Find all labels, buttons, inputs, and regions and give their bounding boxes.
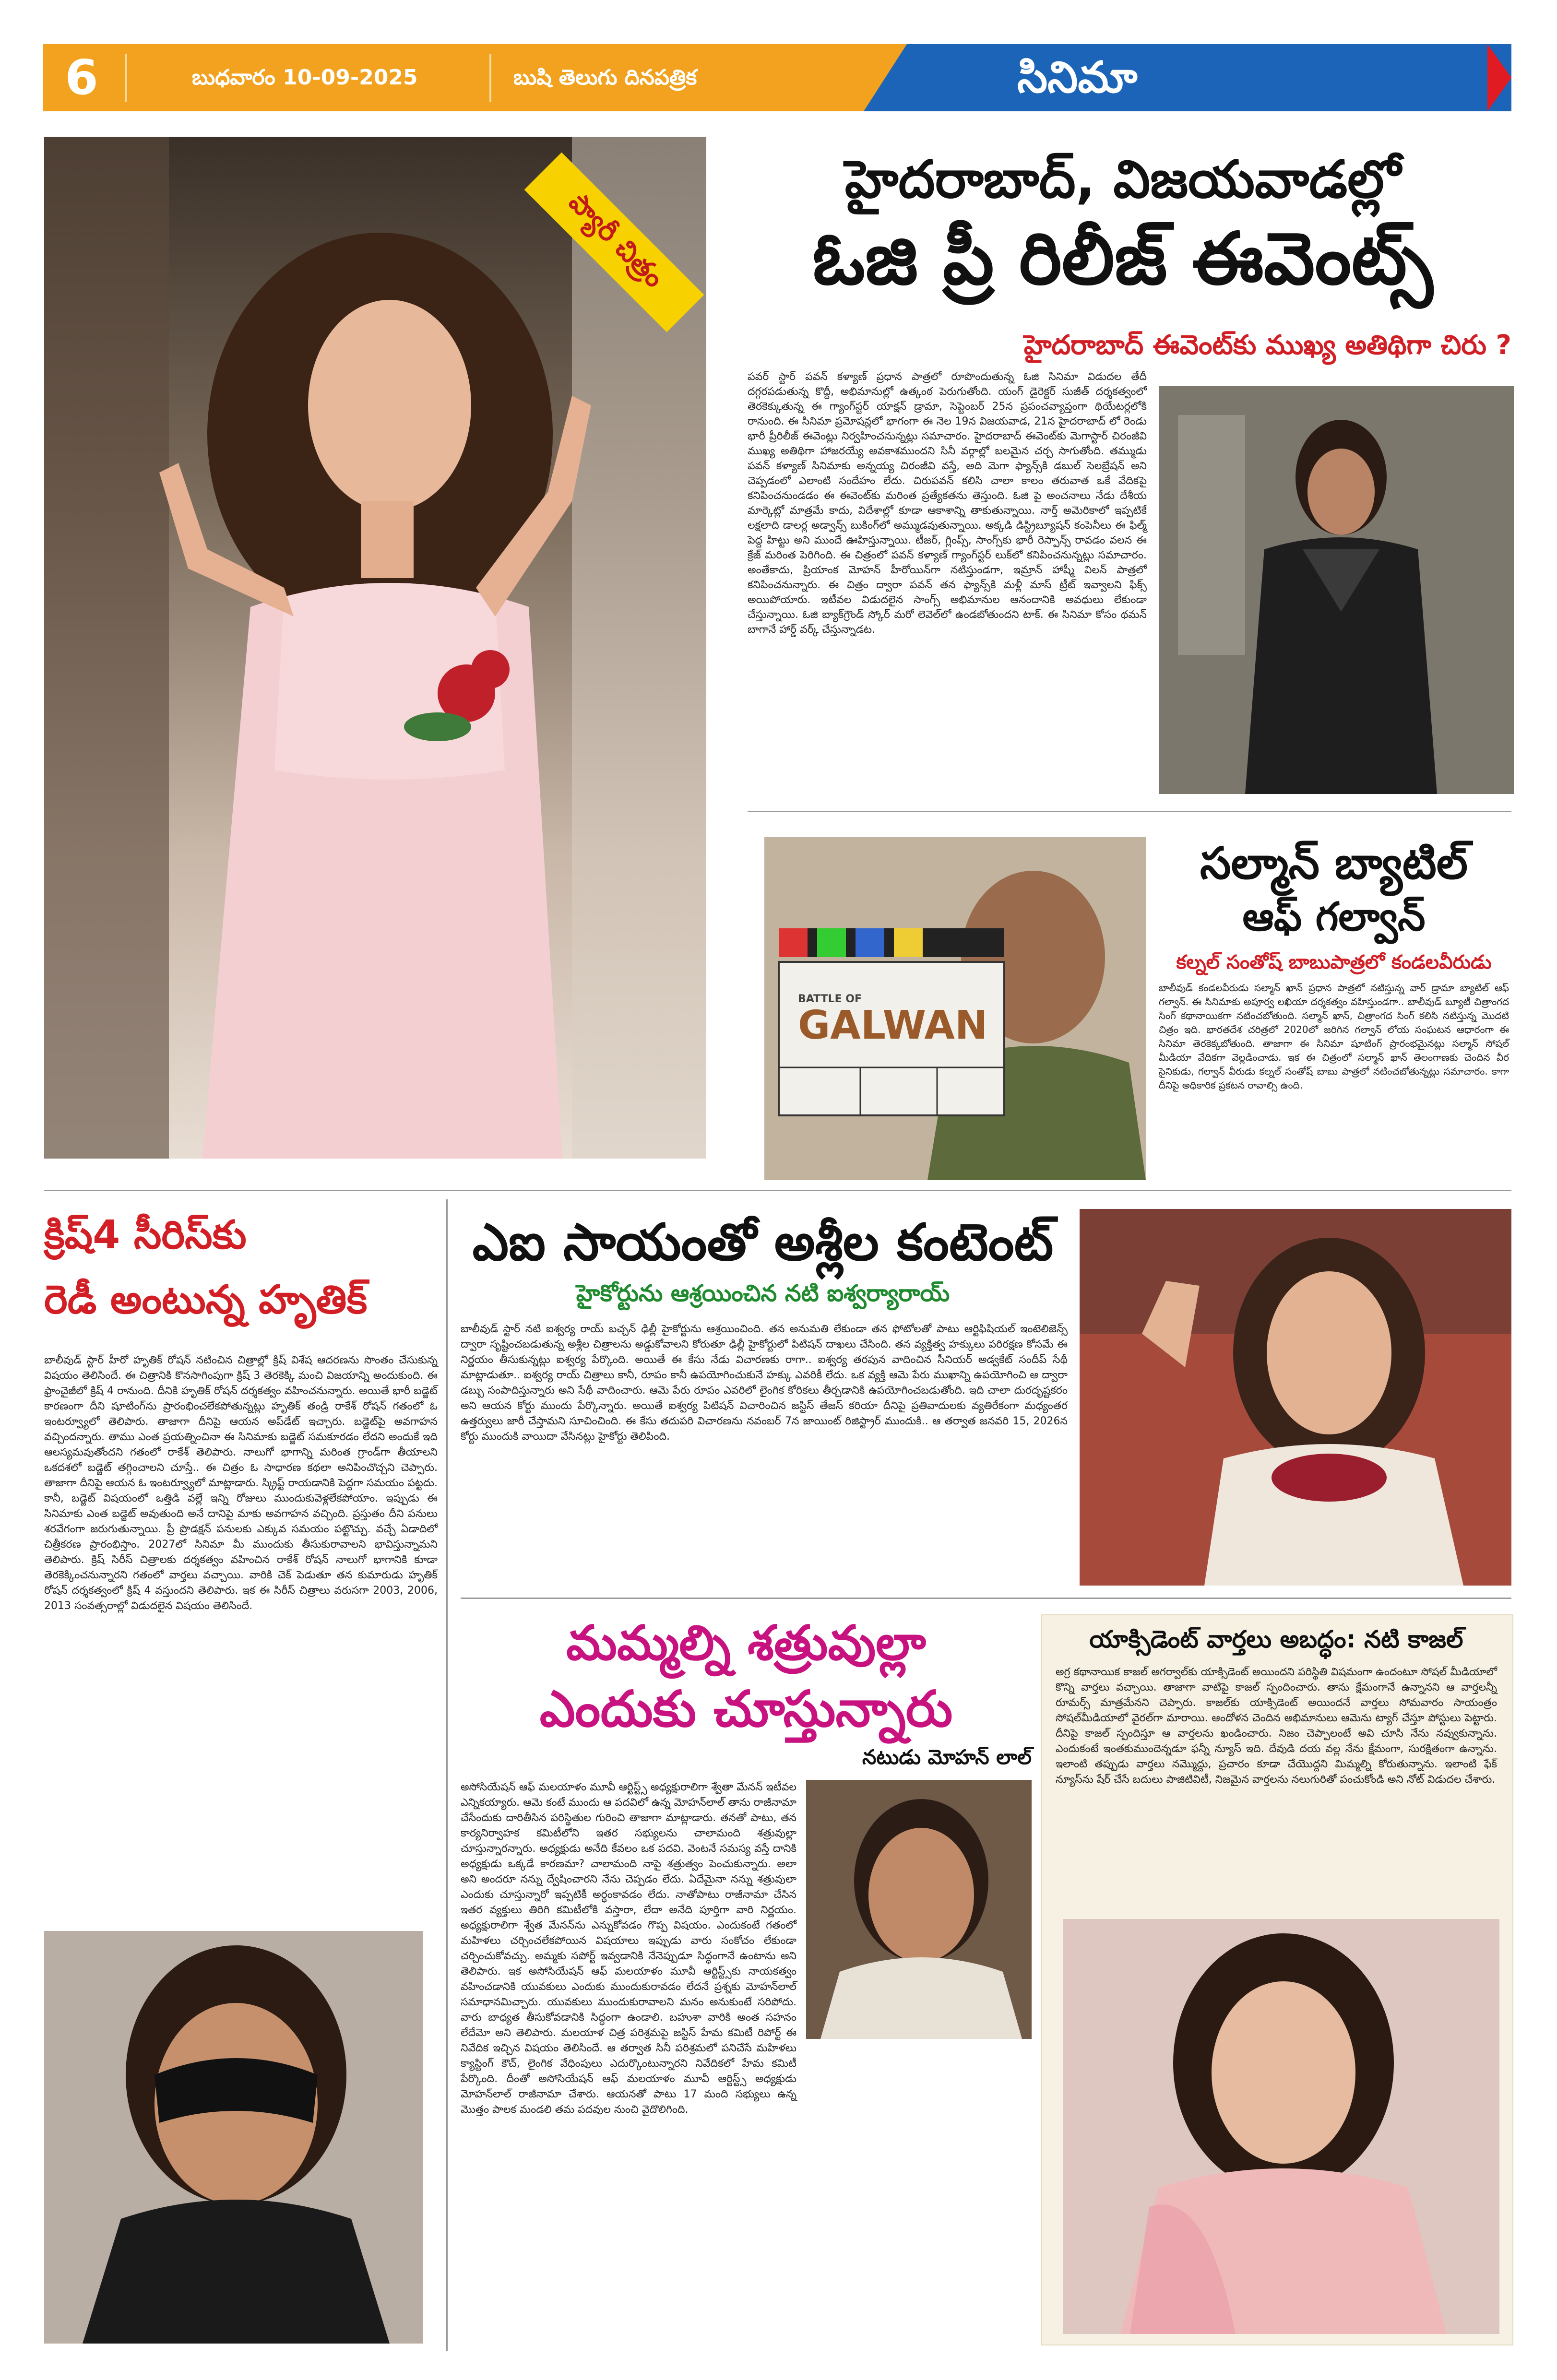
og-subhead: హైదరాబాద్ ఈవెంట్‌కు ముఖ్య అతిథిగా చిరు ? — [1023, 330, 1511, 361]
kajal-body-text: అగ్ర కథానాయిక కాజల్ అగర్వాల్‌కు యాక్సిడెంట్ అయిందని పరిస్థితి విషమంగా ఉందంటూ సోషల్ మీడియాలో కొన్ని వార్తలు వచ్చాయి. తాజాగా వాటిపై కాజల్ స్పందించారు. తాను క్షేమంగానే ఉన్నానని ఆ వార్తలన్నీ రూమర్స్ మాత్రమేనని చెప్పారు. కాజల్‌కు యాక్సిడెంట్ అయిందనే వార్తలు సోమవారం సాయంత్రం సోషల్‌మీడియాలో వైరల్‌గా మారాయి. ఆందోళన చెందిన అభిమానులు ఆమెను ట్యాగ్ చేస్తూ పోస్టులు పెట్టారు. దీనిపై కాజల్ స్పందిస్తూ ఆ వార్తలను ఖండించారు. నిజం చెప్పాలంటే అవి చూసి నేను నవ్వుకున్నాను. ఎందుకంటే ఇంతకుముందెన్నడూ ఫన్నీ న్యూస్ ఇది. దేవుడి దయ వల్ల నేను క్షేమంగా, సురక్షితంగా ఉన్నాను. ఇలాంటి తప్పుడు వార్తలు నమ్మొద్దు, ప్రచారం కూడా చేయొద్దని మిమ్మల్ని కోరుతున్నాను. ఇలాంటి ఫేక్ న్యూస్‌ను షేర్ చేసే బదులు పాజిటివిటీ, నిజమైన వార్తలను నలుగురితో పంచుకోండి అని నోట్ విడుదల చేశారు. — [1056, 1666, 1497, 1786]
mohanlal-headline-line2: ఎందుకు చూస్తున్నారు — [539, 1680, 953, 1738]
aishwarya-photo-illustration — [1080, 1209, 1511, 1586]
mohanlal-byline: నటుడు మోహన్ లాల్ — [862, 1745, 1032, 1769]
og-headline-line1: హైదరాబాద్, విజయవాడల్లో — [844, 150, 1401, 210]
mohanlal-headline-line1: మమ్మల్ని శత్రువుల్లా — [566, 1615, 926, 1671]
section-divider — [44, 1190, 1511, 1191]
krrish-photo-illustration — [44, 1931, 423, 2344]
kajal-body-column — [1056, 1665, 1497, 1788]
page-number: 6 — [65, 49, 98, 106]
section-divider — [461, 1598, 1511, 1599]
issue-date: బుధవారం 10-09-2025 — [192, 65, 418, 90]
krrish-body-text: బాలీవుడ్ స్టార్ హీరో హృతిక్ రోషన్ నటించిన చిత్రాల్లో క్రిష్ విశేష ఆదరణను సొంతం చేసుకున్న విషయం తెలిసిందే. ఈ చిత్రానికి కొనసాగింపుగా క్రిష్ 3 తెరకెక్కి మంచి విజయాన్ని అందుకుంది. ఈ ఫ్రాంచైజీలో క్రిష్ 4 రానుంది. దీనికి హృతిక్ రోషన్ దర్శకత్వం వహించనున్నారు. అయితే భారీ బడ్జెట్ కారణంగా దీని షూటింగ్‌ను ప్రారంభించలేకపోతున్నట్లు హృతిక్ తండ్రి రాకేశ్ రోషన్ గతంలో ఓ ఇంటర్వ్యూలో తెలిపారు. తాజాగా దీనిపై ఆయన అప్‌డేట్ ఇచ్చారు. బడ్జెట్‌పై అవగాహన వచ్చిందన్నారు. తాము ఎంత ప్రయత్నించినా ఈ సినిమాకు బడ్జెట్ సమకూరడం లేదని అందుకే ఇది ఆలస్యమవుతోందని గతంలో రాకేశ్ తెలిపారు. నాలుగో భాగాన్ని మరింత గ్రాండ్‌గా తీయాలని ఒకదశలో బడ్జెట్ తగ్గించాలని చూస్తే.. ఈ చిత్రం ఓ సాధారణ కథలా అనిపించొచ్చని చెప్పారు. తాజాగా దీనిపై ఆయన ఓ ఇంటర్వ్యూలో మాట్లాడారు. స్క్రిప్ట్ రాయడానికి పెద్దగా సమయం పట్టదు. కానీ, బడ్జెట్ విషయంలో ఒత్తిడి వల్లే ఇన్ని రోజులు ముందుకువెళ్లలేకపోయాం. ఇప్పుడు ఈ సినిమాకు ఎంత బడ్జెట్ అవుతుంది అనే దానిపై మాకు అవగాహన వచ్చింది. ప్రస్తుతం దీని పనులు శరవేగంగా జరుగుతున్నాయి. ప్రీ ప్రొడక్షన్ పనులకు ఎక్కువ సమయం పట్టొచ్చు. వచ్చే ఏడాదిలో చిత్రీకరణ ప్రారంభిస్తాం. 2027లో సినిమా మీ ముందుకు తీసుకురావాలని భావిస్తున్నామని తెలిపారు. క్రిష్ సిరీస్ చిత్రాలకు దర్శకత్వం వహించిన రాకేశ్ రోషన్ నాలుగో భాగానికి కూడా తెరకెక్కించనున్నారని గతంలో వార్తలు వచ్చాయి. వారికి చెక్ పెడుతూ తన కుమారుడు హృతిక్ రోషన్ దర్శకత్వంలో క్రిష్ 4 వస్తుందని తెలిపారు. ఇక ఈ సిరీస్ చిత్రాలు వరుసగా 2003, 2006, 2013 సంవత్సరాల్లో విడుదలైన విషయం తెలిసిందే. — [44, 1354, 438, 1612]
salman-body-text: బాలీవుడ్ కండలవీరుడు సల్మాన్ ఖాన్ ప్రధాన పాత్రలో నటిస్తున్న వార్ డ్రామా బ్యాటిల్ ఆఫ్ గల్వాన్. ఈ సినిమాకు అపూర్వ లఖియా దర్శకత్వం వహిస్తుండగా.. బాలీవుడ్ బ్యూటీ చిత్రాంగద సింగ్ కథానాయికగా నటించబోతుంది. సల్మాన్ ఖాన్, చిత్రాంగద సింగ్ కలిసి నటిస్తున్న మొదటి చిత్రం ఇది. భారతదేశ చరిత్రలో 2020లో జరిగిన గల్వాన్ లోయ సంఘటన ఆధారంగా ఈ సినిమా తెరకెక్కబోతుంది. తాజాగా ఈ సినిమా షూటింగ్ ప్రారంభమైనట్లు సల్మాన్ సోషల్ మీడియా వేదికగా వెల్లడించాడు. ఇక ఈ చిత్రంలో సల్మాన్ ఖాన్ తెలంగాణకు చెందిన వీర సైనికుడు, గల్వాన్ వీరుడు కల్నల్ సంతోష్ బాబు పాత్రలో నటించబోతున్నట్లు సమాచారం. కాగా దీనిపై అధికారిక ప్రకటన రావాల్సి ఉంది. — [1159, 982, 1509, 1091]
krrish-headline-line2: రెడీ అంటున్న హృతిక్ — [44, 1277, 368, 1323]
kajal-aggarwal-photo — [1063, 1919, 1499, 2334]
column-divider — [446, 1199, 448, 2351]
pyari-chitram-badge — [485, 144, 686, 345]
pawan-photo-illustration — [1159, 386, 1514, 794]
kajal-headline: యాక్సిడెంట్ వార్తలు అబద్ధం: నటి కాజల్ — [1089, 1625, 1463, 1653]
mohanlal-body-text: అసోసియేషన్ ఆఫ్ మలయాళం మూవీ ఆర్టిస్ట్స్ అధ్యక్షురాలిగా శ్వేతా మేనన్ ఇటీవల ఎన్నికయ్యారు. ఆమె కంటే ముందు ఆ పదవిలో ఉన్న మోహన్‌లాల్ తాను రాజీనామా చేసేందుకు దారితీసిన పరిస్థితుల గురించి తాజాగా మాట్లాడారు. తనతో పాటు, తన కార్యనిర్వాహక కమిటీలోని ఇతర సభ్యులను చాలామంది శత్రువుల్లా చూస్తున్నారన్నారు. అధ్యక్షుడు అనేది కేవలం ఒక పదవి. వెంటనే సమస్య వస్తే దానికి అధ్యక్షుడు ఒక్కడే కారణమా? చాలామంది నాపై శత్రుత్వం పెంచుకున్నారు. అలా అని అందరూ నన్ను ద్వేషించారని నేను చెప్పడం లేదు. ఏదేమైనా నన్ను శత్రువులా ఎందుకు చూస్తున్నారో ఇప్పటికీ అర్థంకావడం లేదు. నాతోపాటు రాజీనామా చేసిన ఇతర వ్యక్తులు తిరిగి కమిటీలోకి వస్తారా, లేదా అనేది పూర్తిగా వారి నిర్ణయం. అధ్యక్షురాలిగా శ్వేత మేనన్‌ను ఎన్నుకోవడం గొప్ప విషయం. ఎందుకంటే గతంలో మహిళలు చర్చించలేకపోయిన విషయాలు ఇప్పుడు వారు సంకోచం లేకుండా చర్చించుకోవచ్చు. అమ్మకు సపోర్ట్ ఇవ్వడానికి నేనెప్పుడూ సిద్ధంగానే ఉంటాను అని తెలిపారు. ఇక అసోసియేషన్ ఆఫ్ మలయాళం మూవీ ఆర్టిస్ట్స్‌కు నాయకత్వం వహించడానికి యువకులు ఎందుకు ముందుకురావడం లేదనే ప్రశ్నకు మోహన్‌లాల్ సమాధానమిచ్చారు. యువకులు ముందుకురావాలని మనం అనుకుంటే సరిపోదు. వారు బాధ్యత తీసుకోవడానికి సిద్ధంగా ఉండాలి. బహుశా వారికి అంత సహనం లేదేమో అని తెలిపారు. మలయాళ చిత్ర పరిశ్రమపై జస్టిస్ హేమ కమిటీ రిపోర్ట్ ఈ నివేదిక ఇచ్చిన విషయం తెలిసిందే. ఆ తర్వాత సినీ పరిశ్రమలో పనిచేసే మహిళలు క్యాస్టింగ్ కౌచ్, లైంగిక వేధింపులు ఎదుర్కొంటున్నారని నివేదికలో హేమ కమిటీ పేర్కొంది. దీంతో అసోసియేషన్ ఆఫ్ మలయాళం మూవీ ఆర్టిస్ట్స్ అధ్యక్షుడు మోహన్‌లాల్ రాజీనామా చేశారు. ఆయనతో పాటు 17 మంది సభ్యులు ఉన్న మొత్తం పాలక మండలి తమ పదవుల నుంచి వైదొలిగింది. — [461, 1781, 796, 2116]
paper-name: బుషి తెలుగు దినపత్రిక — [513, 65, 697, 90]
og-body-text: పవర్ స్టార్ పవన్ కళ్యాణ్ ప్రధాన పాత్రలో రూపొందుతున్న ఓజి సినిమా విడుదల తేదీ దగ్గరపడుతున్న కొద్దీ, అభిమానుల్లో ఉత్కంఠ పెరుగుతోంది. యంగ్ డైరెక్టర్ సుజీత్ దర్శకత్వంలో తెరకెక్కుతున్న ఈ గ్యాంగ్‌స్టర్ యాక్షన్ డ్రామా, సెప్టెంబర్ 25న ప్రపంచవ్యాప్తంగా థియేటర్లలోకి రానుంది. ఈ సినిమా ప్రమోషన్లలో భాగంగా ఈ నెల 19న విజయవాడ, 21న హైదరాబాద్ లో రెండు భారీ ప్రీరిలీజ్ ఈవెంట్లు నిర్వహించనున్నట్లు సమాచారం. హైదరాబాద్ ఈవెంట్‌కు మెగాస్టార్ చిరంజీవి ముఖ్య అతిథిగా హాజరయ్యే అవకాశముందని సినీ వర్గాల్లో బలమైన చర్చ సాగుతోంది. తమ్ముడు పవన్ కళ్యాణ్ సినిమాకు అన్నయ్య చిరంజీవి వస్తే, అది మెగా ఫ్యాన్స్‌కి డబుల్ సెలబ్రేషన్ అని చెప్పడంలో ఎలాంటి సందేహం లేదు. చిరుపవన్ కలిసి చాలా కాలం తరువాత ఒకే వేదికపై కనిపించనుండడం ఈ ఈవెంట్‌కు మరింత ప్రత్యేకతను తెస్తుంది. ఓజి పై అంచనాలు నేడు దేశీయ మార్కెట్లో మాత్రమే కాదు, విదేశాల్లో కూడా ఆకాశాన్ని తాకుతున్నాయి. నార్త్ అమెరికాలో ఇప్పటికే లక్షలాది డాలర్ల అడ్వాన్స్ బుకింగ్‌లో అమ్ముడవుతున్నాయి. అక్కడి డిస్ట్రిబ్యూషన్ కంపెనీలు ఈ ఫిల్మ్ పెద్ద హిట్టు అని ముందే ఊహిస్తున్నాయి. టీజర్, గ్లింప్స్, సాంగ్స్‌కు భారీ రెస్పాన్స్ రావడం వలన ఈ క్రేజ్ మరింత పెరిగింది. ఈ చిత్రంలో పవన్ కళ్యాణ్ గ్యాంగ్‌స్టర్ లుక్‌లో కనిపించనున్నట్లు సమాచారం. అంతేకాదు, ప్రియాంక మోహన్ హీరోయిన్‌గా నటిస్తుండగా, ఇమ్రాన్ హాష్మీ విలన్ పాత్రలో కనిపించనున్నారు. ఈ చిత్రం ద్వారా పవన్ తన ఫ్యాన్స్‌కి మళ్లీ మాస్ ట్రీట్ ఇవ్వాలని ఫిక్స్ అయిపోయారు. ఇటీవల విడుదలైన సాంగ్స్ అభిమానుల ఆనందానికి అవధులు లేకుండా చేస్తున్నాయి. ఓజి బ్యాక్‌గ్రౌండ్ స్కోర్ మరో లెవెల్‌లో ఉండబోతుందని టాక్. ఈ సినిమా కోసం థమన్ బాగానే హార్డ్ వర్క్ చేస్తున్నాడట. — [748, 371, 1147, 636]
header-divider — [125, 54, 127, 102]
krrish-headline-line1: క్రిష్4 సీరిస్‌కు — [44, 1212, 247, 1258]
salman-headline-line2: ఆఫ్ గల్వాన్ — [1242, 894, 1426, 940]
hrithik-krrish-photo — [44, 1931, 423, 2344]
ai-body-column — [461, 1322, 1068, 1445]
ai-subhead: హైకోర్టును ఆశ్రయించిన నటి ఐశ్వర్యారాయ్ — [576, 1280, 950, 1307]
salman-khan-photo — [764, 837, 1146, 1180]
section-title: సినిమా — [1017, 52, 1138, 103]
pawan-kalyan-photo — [1159, 386, 1514, 794]
section-banner — [864, 44, 1511, 111]
clapboard-small-text: BATTLE OF — [798, 993, 862, 1005]
salman-body-column — [1159, 981, 1509, 1092]
clapboard-title: GALWAN — [798, 1003, 988, 1048]
ai-body-text: బాలీవుడ్ స్టార్ నటి ఐశ్వర్య రాయ్ బచ్చన్ ఢిల్లీ హైకోర్టును ఆశ్రయించింది. తన అనుమతి లేకుండా తన ఫోటోలతో పాటు ఆర్టిఫిషియల్ ఇంటెలిజెన్స్ ద్వారా సృష్టించబడుతున్న అశ్లీల చిత్రాలను అడ్డుకోవాలని కోరుతూ ఢిల్లీ హైకోర్టులో పిటిషన్ దాఖలు చేసింది. తన వ్యక్తిత్వ హక్కులు పరిరక్షణ కోసమే ఈ నిర్ణయం తీసుకున్నట్లు ఐశ్వర్య పేర్కొంది. అయితే ఈ కేసు నేడు విచారణకు రాగా.. ఐశ్వర్య తరపున వాదించిన సీనియర్ అడ్వకేట్ సందీప్ సేథీ మాట్లాడుతూ.. ఐశ్వర్య రాయ్ చిత్రాలు కానీ, రూపం కానీ ఉపయోగించుకునే హక్కు ఎవరికీ లేదు. ఒక వ్యక్తి ఆమె పేరు ముఖాన్ని ఉపయోగించి ఆ ద్వారా డబ్బు సంపాదిస్తున్నారు అని సేథీ వాదించారు. ఆమె పేరు రూపం ఎవరిలో లైంగిక కోరికలు తీర్చడానికి ఉపయోగించబడుతోంది. ఇది చాలా దురదృష్టకరం అని ఆయన కోర్టు ముందు పేర్కొన్నారు. అయితే ఐశ్వర్య పిటిషన్ విచారించిన జస్టిస్ తేజస్ కరియా దీనిపై ప్రతివాదులకు వ్యతిరేకంగా మధ్యంతర ఉత్తర్వులు జారీ చేస్తామని సూచించింది. ఈ కేసు తదుపరి విచారణను నవంబర్ 7న జాయింట్ రిజిస్ట్రార్ ముందుకి.. ఆ తర్వాత జనవరి 15, 2026న కోర్టు ముందుకి వాయిదా వేసినట్లు హైకోర్టు తెలిపింది. — [461, 1323, 1068, 1443]
pyari-chitram-label: ప్యారీ చిత్రం — [563, 186, 670, 294]
salman-subhead: కల్నల్ సంతోష్ బాబుపాత్రలో కండలవీరుడు — [1176, 951, 1492, 973]
og-headline-line2: ఓజి ప్రీ రిలీజ్ ఈవెంట్స్ — [812, 217, 1433, 301]
ai-headline: ఎఐ సాయంతో అశ్లీల కంటెంట్ — [472, 1213, 1054, 1272]
krrish-body-column — [44, 1353, 438, 1614]
og-body-column — [748, 369, 1147, 637]
kajal-photo-illustration — [1063, 1919, 1499, 2334]
aishwarya-rai-photo — [1080, 1209, 1511, 1586]
section-divider — [748, 811, 1511, 812]
mohanlal-photo-illustration — [806, 1780, 1032, 2039]
header-divider — [489, 54, 491, 102]
salman-headline-line1: సల్మాన్ బ్యాటిల్ — [1200, 838, 1468, 889]
mohanlal-body-column — [461, 1780, 796, 2118]
mohanlal-photo — [806, 1780, 1032, 2039]
